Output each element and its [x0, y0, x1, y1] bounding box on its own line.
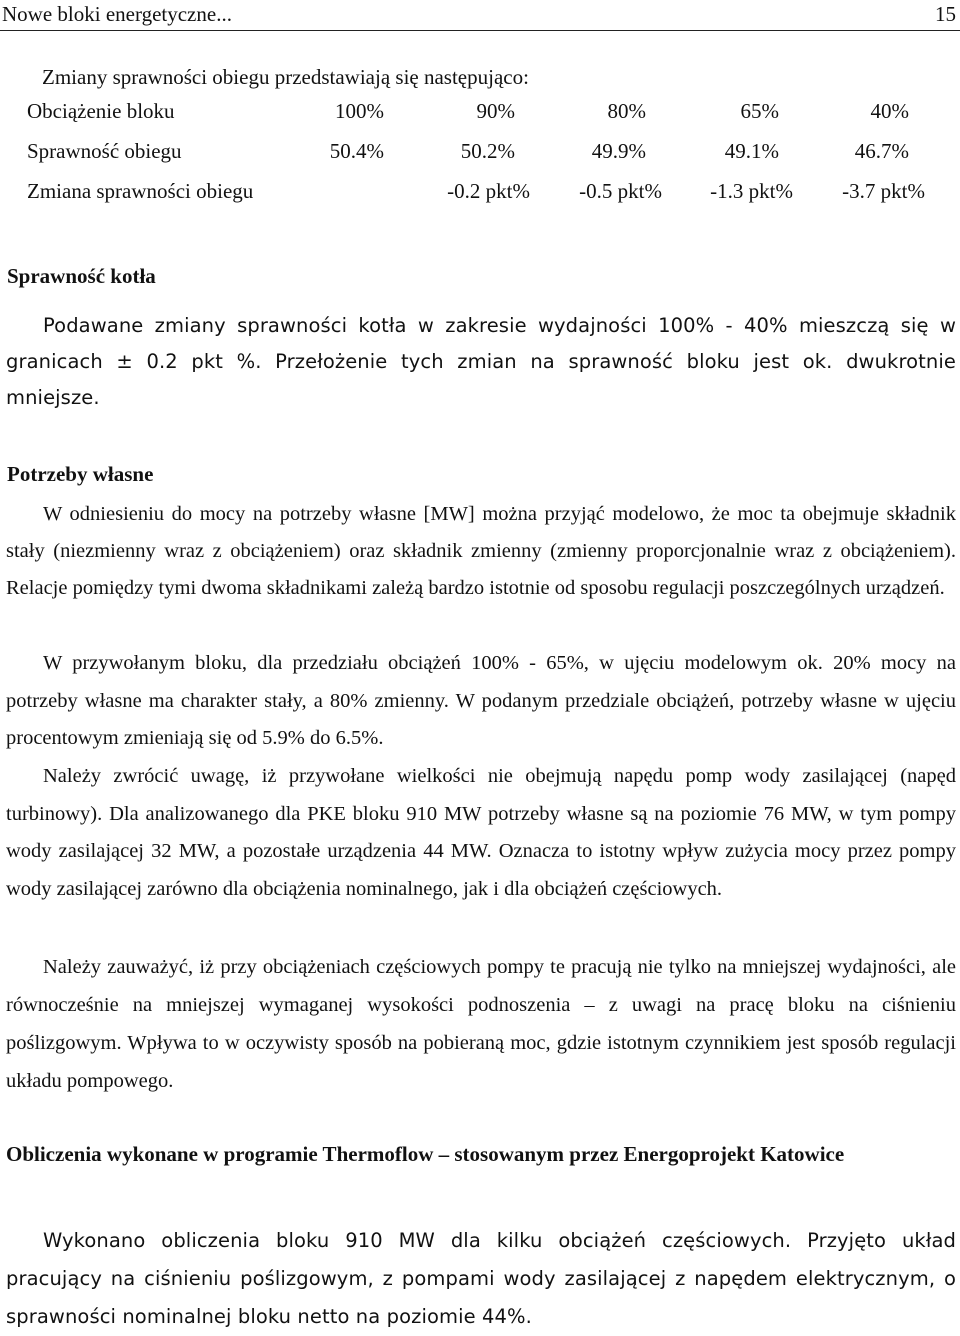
section-heading-thermoflow: Obliczenia wykonane w programie Thermoflow – stosowanym przez Energoprojekt Katowice — [6, 1142, 845, 1166]
header-title: Nowe bloki energetyczne... — [2, 2, 232, 26]
table-cell: -1.3 pkt% — [710, 179, 793, 203]
table-cell: -0.2 pkt% — [447, 179, 530, 203]
table-cell: 90% — [476, 99, 515, 123]
paragraph-own-needs-3: Należy zwrócić uwagę, iż przywołane wielkości nie obejmują napędu pomp wody zasilającej (napęd turbinowy). Dla analizowanego dla PKE bloku 910 MW potrzeby własne są na poziomie 76 MW, w tym pompy wody zasilającej 32 MW, a pozostałe urządzenia 44 MW. Oznacza to istotny wpływ zużycia mocy przez pompy wody zasilającej zarówno dla obciążenia nominalnego, jak i dla obciążeń częściowych. — [6, 765, 956, 900]
table-row-efficiency — [0, 139, 960, 169]
table-cell: -3.7 pkt% — [842, 179, 925, 203]
table-cell: 49.9% — [591, 139, 646, 163]
row-label: Obciążenie bloku — [27, 99, 175, 123]
paragraph-own-needs-2: W przywołanym bloku, dla przedziału obciążeń 100% - 65%, w ujęciu modelowym ok. 20% mocy na potrzeby własne ma charakter stały, a 80% zmienny. W podanym przedziale obciążeń, potrzeby własne w ujęciu procentowym zmieniają się od 5.9% do 6.5%. — [6, 652, 956, 749]
paragraph-own-needs-4: Należy zauważyć, iż przy obciążeniach częściowych pompy te pracują nie tylko na mniejszej wydajności, ale równocześnie na mniejszej wymaganej wysokości podnoszenia – z uwagi na pracę bloku na ciśnieniu poślizgowym. Wpływa to w oczywisty sposób na pobieraną moc, gdzie istotnym czynnikiem jest sposób regulacji układu pompowego. — [6, 956, 956, 1092]
table-cell: 40% — [870, 99, 909, 123]
section-heading-own-needs: Potrzeby własne — [7, 462, 154, 486]
table-cell: 50.2% — [460, 139, 515, 163]
running-header — [0, 0, 960, 31]
row-label: Zmiana sprawności obiegu — [27, 179, 254, 203]
paragraph-boiler: Podawane zmiany sprawności kotła w zakresie wydajności 100% - 40% mieszczą się w granicach ± 0.2 pkt %. Przełożenie tych zmian na sprawność bloku jest ok. dwukrotnie mniejsze. — [6, 314, 956, 409]
table-cell: 46.7% — [854, 139, 909, 163]
table-cell: 49.1% — [724, 139, 779, 163]
table-row-efficiency-change — [0, 179, 960, 209]
table-cell: 100% — [335, 99, 384, 123]
table-cell: 80% — [607, 99, 646, 123]
table-row-load — [0, 99, 960, 129]
table-cell: 65% — [740, 99, 779, 123]
paragraph-own-needs-1: W odniesieniu do mocy na potrzeby własne [MW] można przyjąć modelowo, że moc ta obejmuje składnik stały (niezmienny wraz z obciążeniem) oraz składnik zmienny (zmienny proporcjonalnie wraz z obciążeniem). Relacje pomiędzy tymi dwoma składnikami zależą bardzo istotnie od sposobu regulacji poszczególnych urządzeń. — [6, 503, 956, 599]
table-intro: Zmiany sprawności obiegu przedstawiają się następująco: — [42, 65, 529, 89]
paragraph-thermoflow: Wykonano obliczenia bloku 910 MW dla kilku obciążeń częściowych. Przyjęto układ pracujący na ciśnieniu poślizgowym, z pompami wody zasilającej z napędem elektrycznym, o sprawności nominalnej bloku netto na poziomie 44%. — [6, 1229, 956, 1328]
page-number: 15 — [935, 2, 956, 26]
section-heading-boiler: Sprawność kotła — [7, 264, 156, 288]
row-label: Sprawność obiegu — [27, 139, 182, 163]
table-cell: 50.4% — [329, 139, 384, 163]
table-cell: -0.5 pkt% — [579, 179, 662, 203]
